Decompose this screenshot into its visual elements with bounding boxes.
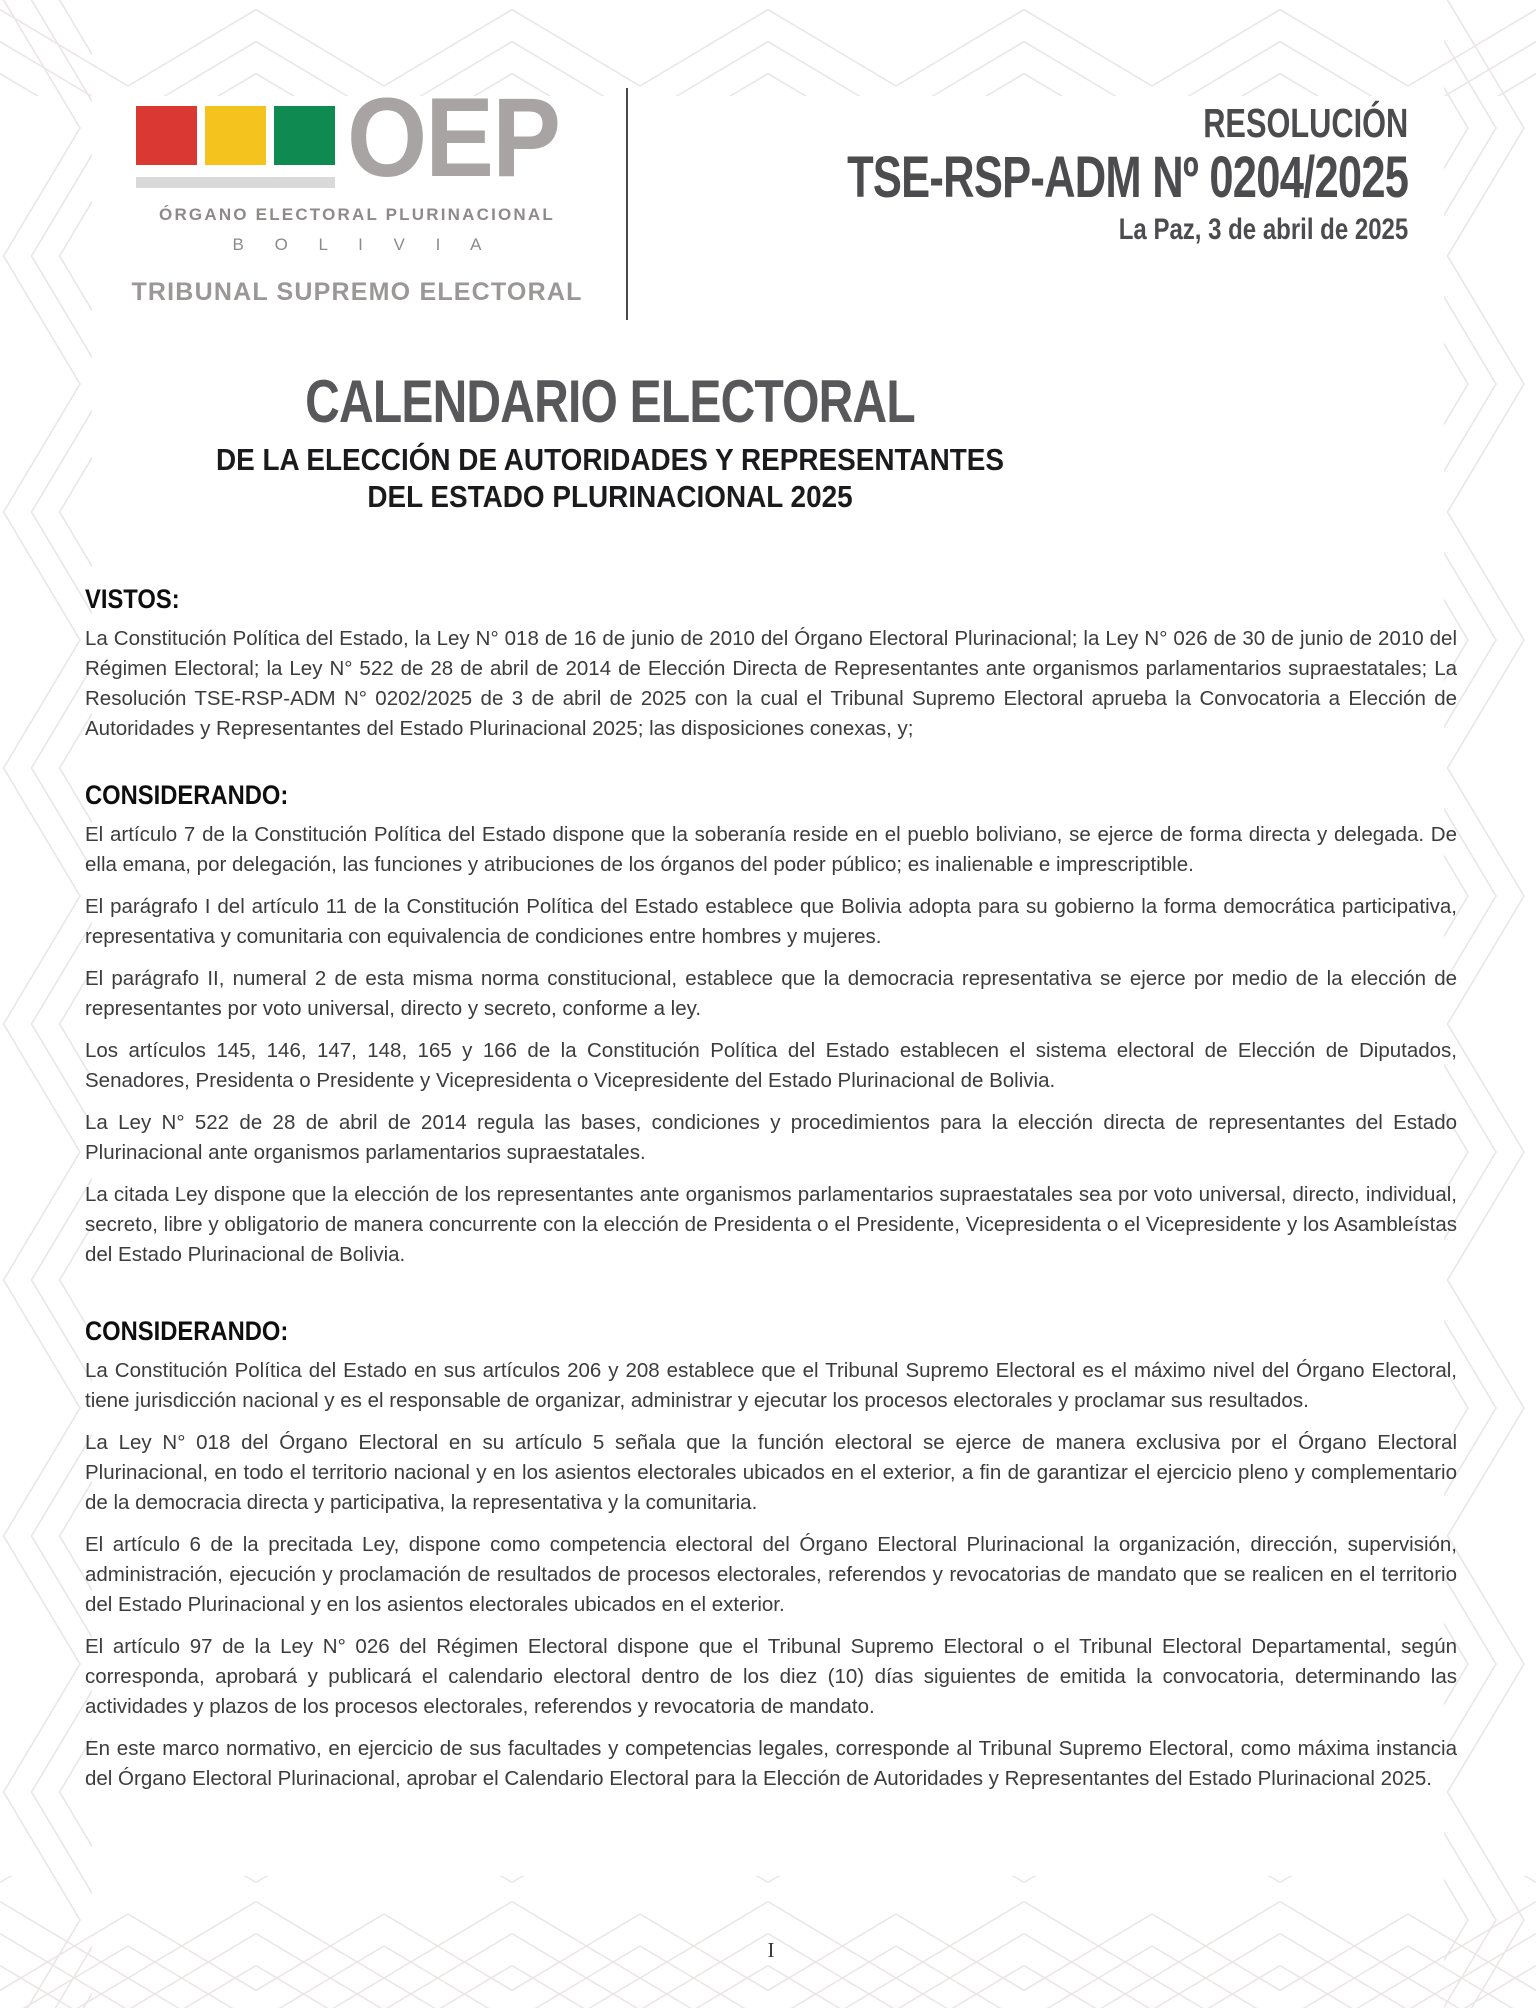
page-subtitle-line2: DEL ESTADO PLURINACIONAL 2025 [367, 479, 853, 514]
document-title-block [85, 368, 1135, 515]
paragraph: El artículo 7 de la Constitución Política del Estado dispone que la soberanía reside en el pueblo boliviano, se ejerce de forma directa y delegada. De ella emana, por delegación, las funciones y atribuciones de los órganos del poder público; es inalienable e imprescriptible. [85, 823, 1457, 876]
institution-label: TRIBUNAL SUPREMO ELECTORAL [131, 278, 583, 307]
paragraph: La Ley N° 018 del Órgano Electoral en su artículo 5 señala que la función electoral se ejerce de manera exclusiva por el Órgano Electoral Plurinacional, en todo el territorio nacional y en los asientos electorales ubicados en el exterior, a fin de garantizar el ejercicio pleno y complementario de la democracia directa y participativa, la representativa y la comunitaria. [85, 1431, 1457, 1514]
header-divider [626, 88, 628, 320]
paragraph: La citada Ley dispone que la elección de los representantes ante organismos parlamentarios supraestatales sea por voto universal, directo, individual, secreto, libre y obligatorio de manera concurrente con la elección de Presidenta o el Presidente, Vicepresidenta o el Vicepresidente y los Asambleístas del Estado Plurinacional de Bolivia. [85, 1183, 1457, 1266]
oep-logo [118, 75, 596, 307]
logo-red-square [136, 106, 197, 165]
paragraph: El parágrafo I del artículo 11 de la Constitución Política del Estado establece que Bolivia adopta para su gobierno la forma democrática participativa, representativa y comunitaria con equivalencia de condiciones entre hombres y mujeres. [85, 895, 1457, 948]
logo-underline-bar [136, 177, 335, 188]
page-number: I [767, 1938, 775, 1962]
section-vistos [85, 584, 1457, 744]
resolution-place-date: La Paz, 3 de abril de 2025 [1118, 213, 1408, 247]
section-heading-vistos: VISTOS: [85, 584, 180, 614]
paragraph: El artículo 6 de la precitada Ley, dispone como competencia electoral del Órgano Electoral Plurinacional la organización, dirección, supervisión, administración, ejecución y proclamación de resultados de procesos electorales, referendos y revocatorias de mandato que se realicen en el territorio del Estado Plurinacional y en los asientos electorales ubicados en el exterior. [85, 1533, 1457, 1616]
page-subtitle-line1: DE LA ELECCIÓN DE AUTORIDADES Y REPRESENTANTES [215, 442, 1005, 477]
oep-logo-mark [118, 75, 596, 200]
resolution-block [660, 102, 1408, 246]
section-considerando-1 [85, 780, 1457, 1270]
paragraph: La Ley N° 522 de 28 de abril de 2014 regula las bases, condiciones y procedimientos para la elección directa de representantes del Estado Plurinacional ante organismos parlamentarios supraestatales. [85, 1111, 1457, 1164]
document-body [85, 584, 1457, 1794]
org-name-label: ÓRGANO ELECTORAL PLURINACIONAL [159, 205, 555, 225]
paragraph: El parágrafo II, numeral 2 de esta misma norma constitucional, establece que la democracia representativa se ejerce por medio de la elección de representantes por voto universal, directo y secreto, conforme a ley. [85, 967, 1457, 1020]
paragraph: En este marco normativo, en ejercicio de sus facultades y competencias legales, corresponde al Tribunal Supremo Electoral, como máxima instancia del Órgano Electoral Plurinacional, aprobar el Calendario Electoral para la Elección de Autoridades y Representantes del Estado Plurinacional 2025. [85, 1737, 1457, 1790]
logo-yellow-square [205, 106, 266, 165]
section-heading-considerando-2: CONSIDERANDO: [85, 1316, 289, 1346]
section-considerando-2 [85, 1316, 1457, 1794]
oep-acronym: OEP [347, 75, 560, 200]
section-heading-considerando-1: CONSIDERANDO: [85, 780, 289, 810]
country-label: B O L I V I A [232, 235, 495, 255]
flag-squares [136, 106, 335, 188]
paragraph: La Constitución Política del Estado en sus artículos 206 y 208 establece que el Tribunal Supremo Electoral es el máximo nivel del Órgano Electoral, tiene jurisdicción nacional y es el responsable de organizar, administrar y ejecutar los procesos electorales y proclamar sus resultados. [85, 1359, 1457, 1412]
paragraph: Los artículos 145, 146, 147, 148, 165 y 166 de la Constitución Política del Estado establecen el sistema electoral de Elección de Diputados, Senadores, Presidenta o Presidente y Vicepresidenta o Vicepresidente del Estado Plurinacional de Bolivia. [85, 1039, 1457, 1092]
logo-green-square [274, 106, 335, 165]
resolution-label: RESOLUCIÓN [1202, 100, 1408, 146]
resolution-number: TSE-RSP-ADM Nº 0204/2025 [846, 145, 1408, 211]
paragraph: El artículo 97 de la Ley N° 026 del Régimen Electoral dispone que el Tribunal Supremo Electoral o el Tribunal Electoral Departamental, según corresponda, aprobará y publicará el calendario electoral dentro de los diez (10) días siguientes de emitida la convocatoria, determinando las actividades y plazos de los procesos electorales, referendos y revocatoria de mandato. [85, 1635, 1457, 1718]
paragraph: La Constitución Política del Estado, la Ley N° 018 de 16 de junio de 2010 del Órgano Electoral Plurinacional; la Ley N° 026 de 30 de junio de 2010 del Régimen Electoral; la Ley N° 522 de 28 de abril de 2014 de Elección Directa de Representantes ante organismos parlamentarios supraestatales; La Resolución TSE-RSP-ADM N° 0202/2025 de 3 de abril de 2025 con la cual el Tribunal Supremo Electoral aprueba la Convocatoria a Elección de Autoridades y Representantes del Estado Plurinacional 2025; las disposiciones conexas, y; [85, 627, 1457, 740]
page-title: CALENDARIO ELECTORAL [305, 368, 915, 435]
